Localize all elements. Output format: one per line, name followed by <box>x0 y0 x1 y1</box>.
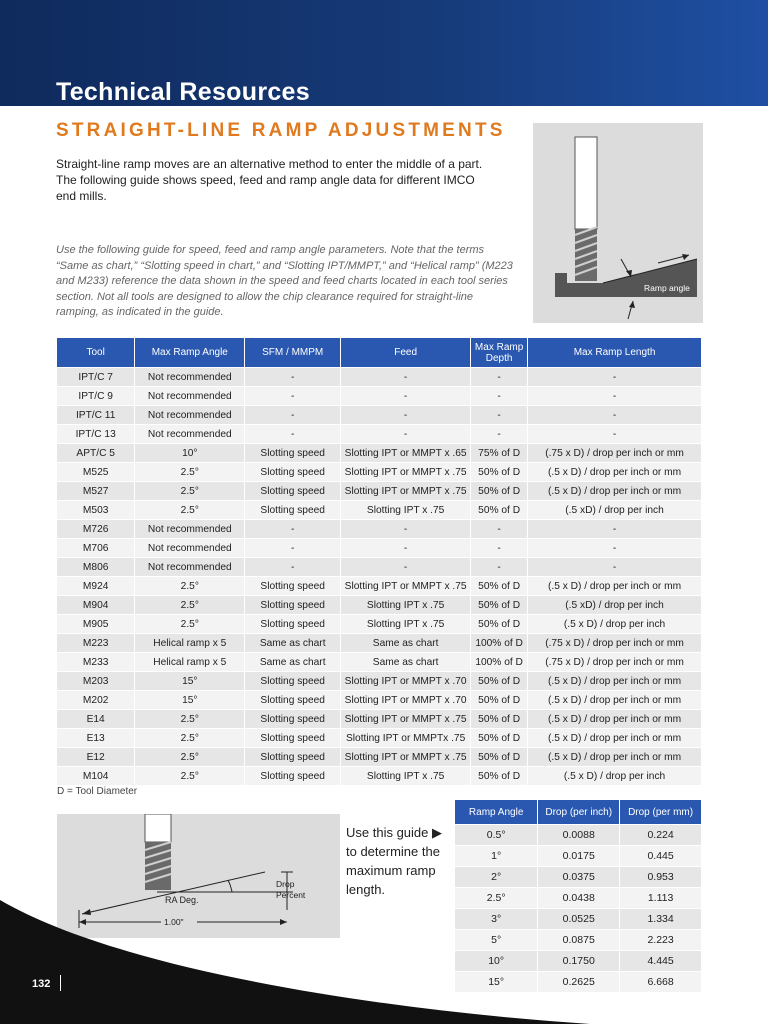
ramp-adjustments-table <box>57 338 702 785</box>
table-cell: (.75 x D) / drop per inch or mm <box>528 444 702 463</box>
table-cell: - <box>471 539 528 558</box>
table-cell: 4.445 <box>620 951 702 972</box>
table-cell: 10° <box>135 444 245 463</box>
footnote: D = Tool Diameter <box>57 786 138 797</box>
table-cell: 6.668 <box>620 972 702 993</box>
table-cell: - <box>528 368 702 387</box>
table-cell: IPT/C 7 <box>57 368 135 387</box>
table-cell: 50% of D <box>471 501 528 520</box>
table-cell: - <box>245 520 341 539</box>
column-header: SFM / MMPM <box>245 338 341 368</box>
table-cell: Slotting IPT or MMPT x .75 <box>341 482 471 501</box>
table-cell: - <box>245 558 341 577</box>
table-cell: (.75 x D) / drop per inch or mm <box>528 634 702 653</box>
table-cell: 0.0438 <box>538 888 620 909</box>
table-cell: - <box>341 425 471 444</box>
table-row <box>57 767 702 786</box>
table-cell: Slotting IPT or MMPT x .75 <box>341 577 471 596</box>
table-cell: 0.224 <box>620 825 702 846</box>
table-cell: Not recommended <box>135 425 245 444</box>
table-row <box>57 444 702 463</box>
table-cell: M904 <box>57 596 135 615</box>
table-cell: - <box>471 558 528 577</box>
table-cell: 50% of D <box>471 691 528 710</box>
column-header: Max Ramp Depth <box>471 338 528 368</box>
table-cell: 1.113 <box>620 888 702 909</box>
table-cell: 50% of D <box>471 596 528 615</box>
page-number-divider <box>60 975 61 991</box>
table-cell: Same as chart <box>341 653 471 672</box>
section-title: STRAIGHT-LINE RAMP ADJUSTMENTS <box>56 120 506 141</box>
table-cell: - <box>245 425 341 444</box>
table-cell: IPT/C 13 <box>57 425 135 444</box>
table-cell: Slotting IPT or MMPT x .75 <box>341 710 471 729</box>
table-cell: 75% of D <box>471 444 528 463</box>
table-cell: 50% of D <box>471 482 528 501</box>
table-cell: Slotting speed <box>245 444 341 463</box>
table-cell: Slotting speed <box>245 577 341 596</box>
table-cell: IPT/C 11 <box>57 406 135 425</box>
table-cell: Same as chart <box>245 653 341 672</box>
table-cell: (.75 x D) / drop per inch or mm <box>528 653 702 672</box>
table-cell: 0.0875 <box>538 930 620 951</box>
table-cell: - <box>528 558 702 577</box>
table-cell: Same as chart <box>245 634 341 653</box>
table-cell: M503 <box>57 501 135 520</box>
ramp-angle-label: Ramp angle <box>644 283 690 293</box>
table-cell: (.5 x D) / drop per inch or mm <box>528 729 702 748</box>
table-header-row <box>57 338 702 368</box>
table-row <box>57 539 702 558</box>
table-cell: 2.5° <box>135 596 245 615</box>
table-row <box>57 691 702 710</box>
column-header: Ramp Angle <box>455 800 538 825</box>
table-cell: 2.5° <box>135 729 245 748</box>
table-cell: E14 <box>57 710 135 729</box>
table-cell: - <box>341 558 471 577</box>
table-cell: 2.223 <box>620 930 702 951</box>
table-cell: 15° <box>135 691 245 710</box>
table-cell: 3° <box>455 909 538 930</box>
table-cell: M223 <box>57 634 135 653</box>
table-cell: M525 <box>57 463 135 482</box>
table-cell: Not recommended <box>135 558 245 577</box>
table-cell: 1.334 <box>620 909 702 930</box>
table-row <box>57 615 702 634</box>
table-row <box>57 596 702 615</box>
table-cell: IPT/C 9 <box>57 387 135 406</box>
table-cell: Slotting speed <box>245 767 341 786</box>
table-cell: 50% of D <box>471 577 528 596</box>
table-cell: (.5 x D) / drop per inch or mm <box>528 748 702 767</box>
table-cell: E13 <box>57 729 135 748</box>
table-cell: Slotting speed <box>245 729 341 748</box>
table-cell: (.5 xD) / drop per inch <box>528 596 702 615</box>
table-cell: - <box>528 406 702 425</box>
table-cell: M905 <box>57 615 135 634</box>
ramp-angle-deg-label: RA Deg. <box>165 895 199 905</box>
table-cell: M104 <box>57 767 135 786</box>
table-cell: (.5 x D) / drop per inch or mm <box>528 463 702 482</box>
table-cell: M527 <box>57 482 135 501</box>
table-cell: - <box>341 387 471 406</box>
column-header: Max Ramp Length <box>528 338 702 368</box>
table-row <box>57 463 702 482</box>
table-cell: Not recommended <box>135 539 245 558</box>
page-number: 132 <box>32 978 51 990</box>
table-cell: 2.5° <box>135 501 245 520</box>
table-cell: - <box>471 520 528 539</box>
table-cell: 100% of D <box>471 653 528 672</box>
table-cell: - <box>245 387 341 406</box>
table-cell: Not recommended <box>135 520 245 539</box>
table-row <box>57 653 702 672</box>
table-row <box>57 748 702 767</box>
table-cell: - <box>528 425 702 444</box>
table-cell: Slotting IPT x .75 <box>341 501 471 520</box>
column-header: Drop (per mm) <box>620 800 702 825</box>
table-row <box>57 672 702 691</box>
table-cell: (.5 x D) / drop per inch or mm <box>528 672 702 691</box>
table-cell: 0.0525 <box>538 909 620 930</box>
table-cell: Not recommended <box>135 406 245 425</box>
table-cell: - <box>341 368 471 387</box>
table-cell: 5° <box>455 930 538 951</box>
column-header: Tool <box>57 338 135 368</box>
table-cell: Slotting speed <box>245 748 341 767</box>
length-label: 1.00" <box>164 917 184 927</box>
table-cell: (.5 x D) / drop per inch or mm <box>528 482 702 501</box>
guide-note: Use the following guide for speed, feed and ramp angle parameters. Note that the terms “Same as chart,” “Slotting speed in chart,” and “Slotting IPT/MMPT,” and “Helical ramp” (M223 and M233) reference the data shown in the speed and feed charts located in each tool series section. Not all tools are designed to allow the chip clearance required for straight-line ramping, as indicated in the guide. <box>56 244 513 318</box>
guide-instruction: Use this guide ▶ to determine the maximum ramp length. <box>346 825 442 897</box>
ramp-angle-diagram <box>533 123 703 323</box>
table-cell: - <box>341 520 471 539</box>
table-row <box>57 729 702 748</box>
table-cell: 15° <box>455 972 538 993</box>
table-cell: 50% of D <box>471 710 528 729</box>
table-row <box>57 558 702 577</box>
table-row <box>57 406 702 425</box>
table-cell: M203 <box>57 672 135 691</box>
table-cell: 0.2625 <box>538 972 620 993</box>
table-cell: - <box>471 368 528 387</box>
table-cell: Slotting IPT or MMPT x .75 <box>341 463 471 482</box>
footer-swoosh <box>0 880 768 1024</box>
table-cell: M924 <box>57 577 135 596</box>
table-cell: 2.5° <box>455 888 538 909</box>
table-cell: - <box>245 406 341 425</box>
header-title: Technical Resources <box>56 78 310 106</box>
table-cell: M726 <box>57 520 135 539</box>
column-header: Drop (per inch) <box>538 800 620 825</box>
table-cell: 2.5° <box>135 748 245 767</box>
table-cell: APT/C 5 <box>57 444 135 463</box>
table-cell: 0.5° <box>455 825 538 846</box>
table-cell: 50% of D <box>471 767 528 786</box>
table-cell: - <box>341 539 471 558</box>
table-cell: M706 <box>57 539 135 558</box>
page-header <box>0 0 768 106</box>
table-row <box>57 577 702 596</box>
table-cell: (.5 x D) / drop per inch or mm <box>528 710 702 729</box>
table-cell: Slotting IPT or MMPT x .75 <box>341 748 471 767</box>
table-cell: Same as chart <box>341 634 471 653</box>
intro-paragraph: Straight-line ramp moves are an alternative method to enter the middle of a part. The following guide shows speed, feed and ramp angle data for different IMCO end mills. <box>56 157 483 203</box>
table-cell: 2.5° <box>135 482 245 501</box>
drop-table-row <box>455 825 702 846</box>
table-cell: Slotting IPT or MMPTx .75 <box>341 729 471 748</box>
table-cell: (.5 x D) / drop per inch or mm <box>528 691 702 710</box>
table-cell: - <box>471 387 528 406</box>
table-cell: 15° <box>135 672 245 691</box>
table-cell: - <box>341 406 471 425</box>
table-cell: Slotting IPT or MMPT x .70 <box>341 672 471 691</box>
table-cell: - <box>471 425 528 444</box>
drop-table-header-row <box>455 800 702 825</box>
table-cell: Slotting IPT or MMPT x .70 <box>341 691 471 710</box>
table-cell: - <box>528 520 702 539</box>
drop-table-row <box>455 846 702 867</box>
table-cell: 10° <box>455 951 538 972</box>
table-cell: Helical ramp x 5 <box>135 653 245 672</box>
table-cell: (.5 x D) / drop per inch <box>528 615 702 634</box>
table-row <box>57 387 702 406</box>
table-cell: 100% of D <box>471 634 528 653</box>
table-cell: 1° <box>455 846 538 867</box>
table-cell: 50% of D <box>471 672 528 691</box>
table-cell: - <box>528 387 702 406</box>
table-row <box>57 368 702 387</box>
table-cell: Slotting speed <box>245 691 341 710</box>
table-cell: (.5 x D) / drop per inch or mm <box>528 577 702 596</box>
table-cell: M233 <box>57 653 135 672</box>
table-cell: (.5 xD) / drop per inch <box>528 501 702 520</box>
table-cell: - <box>245 539 341 558</box>
table-cell: Not recommended <box>135 368 245 387</box>
table-cell: 0.445 <box>620 846 702 867</box>
table-row <box>57 482 702 501</box>
table-row <box>57 520 702 539</box>
table-cell: 2° <box>455 867 538 888</box>
table-cell: - <box>471 406 528 425</box>
table-cell: Slotting IPT x .75 <box>341 596 471 615</box>
table-cell: 50% of D <box>471 729 528 748</box>
table-cell: Helical ramp x 5 <box>135 634 245 653</box>
table-cell: 2.5° <box>135 615 245 634</box>
column-header: Max Ramp Angle <box>135 338 245 368</box>
table-cell: (.5 x D) / drop per inch <box>528 767 702 786</box>
table-cell: 0.0375 <box>538 867 620 888</box>
table-cell: 2.5° <box>135 767 245 786</box>
table-cell: Slotting speed <box>245 615 341 634</box>
table-cell: Slotting speed <box>245 501 341 520</box>
column-header: Feed <box>341 338 471 368</box>
table-cell: 2.5° <box>135 577 245 596</box>
table-cell: 0.0175 <box>538 846 620 867</box>
table-cell: 0.1750 <box>538 951 620 972</box>
table-cell: Slotting IPT x .75 <box>341 615 471 634</box>
table-cell: 50% of D <box>471 615 528 634</box>
table-row <box>57 710 702 729</box>
table-cell: Slotting speed <box>245 482 341 501</box>
table-row <box>57 425 702 444</box>
table-cell: 0.953 <box>620 867 702 888</box>
table-row <box>57 501 702 520</box>
table-cell: Slotting IPT or MMPT x .65 <box>341 444 471 463</box>
table-cell: 0.0088 <box>538 825 620 846</box>
table-cell: Slotting speed <box>245 710 341 729</box>
table-cell: E12 <box>57 748 135 767</box>
table-cell: Slotting IPT x .75 <box>341 767 471 786</box>
table-cell: 50% of D <box>471 463 528 482</box>
percent-label: Percent <box>276 890 306 900</box>
table-cell: Slotting speed <box>245 596 341 615</box>
table-cell: - <box>245 368 341 387</box>
table-row <box>57 634 702 653</box>
table-cell: M806 <box>57 558 135 577</box>
table-cell: M202 <box>57 691 135 710</box>
table-cell: 50% of D <box>471 748 528 767</box>
table-cell: - <box>528 539 702 558</box>
table-cell: 2.5° <box>135 463 245 482</box>
table-cell: Slotting speed <box>245 463 341 482</box>
table-cell: Not recommended <box>135 387 245 406</box>
table-cell: 2.5° <box>135 710 245 729</box>
drop-label: Drop <box>276 879 295 889</box>
table-cell: Slotting speed <box>245 672 341 691</box>
